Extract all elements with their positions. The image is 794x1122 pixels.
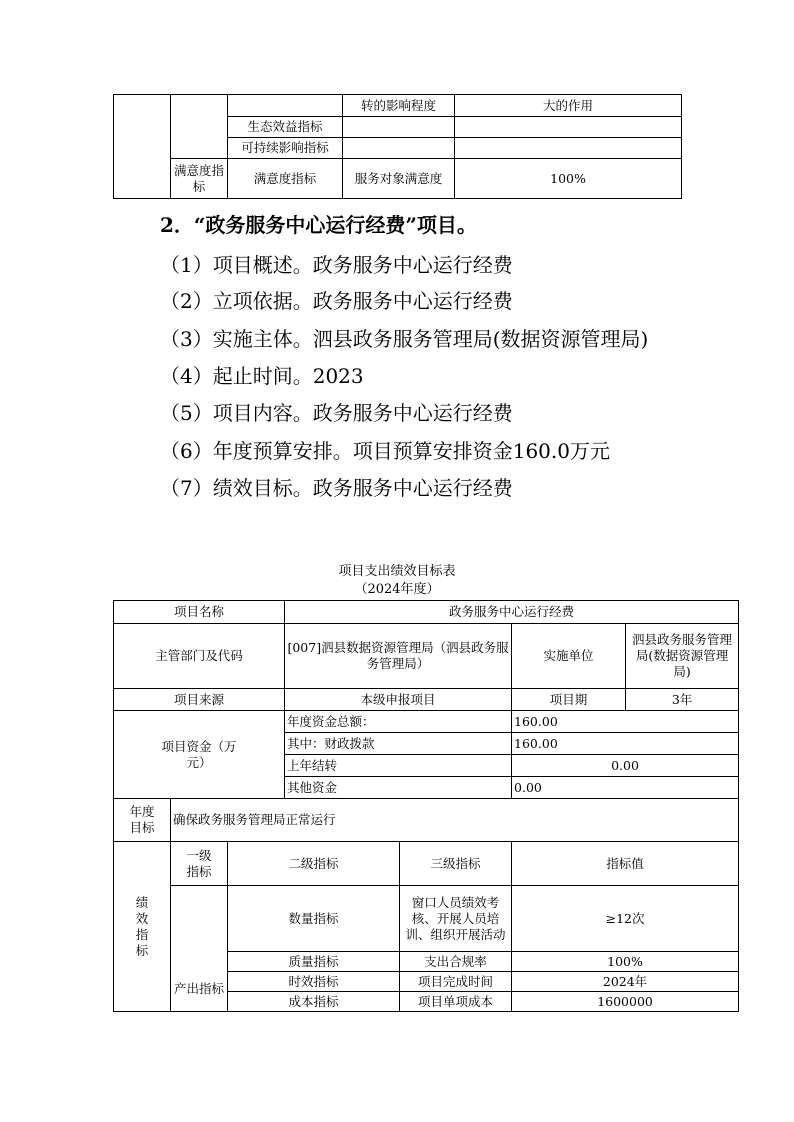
section-item: （5）项目内容。政务服务中心运行经费 xyxy=(160,401,513,425)
table-cell: 大的作用 xyxy=(455,95,682,117)
funds-item-label: 其他资金 xyxy=(285,777,512,799)
output-label: 产出指标 xyxy=(171,886,228,1012)
section-item: （1）项目概述。政务服务中心运行经费 xyxy=(160,253,513,277)
level2-cell: 成本指标 xyxy=(228,992,400,1012)
value-cell: ≥12次 xyxy=(512,886,739,952)
dept-value: [007]泗县数据资源管理局（泗县政务服务管理局） xyxy=(285,624,512,689)
table-cell: 生态效益指标 xyxy=(228,117,343,138)
table-cell: 100% xyxy=(455,159,682,199)
value-cell: 2024年 xyxy=(512,972,739,992)
section-heading: 2．“政务服务中心运行经费”项目。 xyxy=(160,213,477,237)
table-cell xyxy=(343,138,455,159)
header-level1: 一级指标 xyxy=(171,842,228,886)
level3-cell: 支出合规率 xyxy=(400,952,512,972)
value-cell: 100% xyxy=(512,952,739,972)
table-cell: 可持续影响指标 xyxy=(228,138,343,159)
header-value: 指标值 xyxy=(512,842,739,886)
level2-cell: 时效指标 xyxy=(228,972,400,992)
period-value: 3年 xyxy=(626,689,739,711)
table-cell xyxy=(114,95,171,199)
performance-table-continued xyxy=(113,94,682,199)
section-item: （6）年度预算安排。项目预算安排资金160.0万元 xyxy=(160,439,610,463)
perf-label: 绩效指标 xyxy=(114,842,171,1012)
funds-label: 项目资金（万元） xyxy=(114,711,285,799)
source-value: 本级申报项目 xyxy=(285,689,512,711)
funds-item-label: 年度资金总额： xyxy=(285,711,512,733)
table-cell xyxy=(171,95,228,159)
value-cell: 1600000 xyxy=(512,992,739,1012)
period-label: 项目期 xyxy=(512,689,626,711)
level3-cell: 窗口人员绩效考核、开展人员培训、组织开展活动 xyxy=(400,886,512,952)
impl-label: 实施单位 xyxy=(512,624,626,689)
header-level3: 三级指标 xyxy=(400,842,512,886)
level3-cell: 项目单项成本 xyxy=(400,992,512,1012)
section-item: （7）绩效目标。政务服务中心运行经费 xyxy=(160,476,513,500)
table-cell xyxy=(343,117,455,138)
dept-label: 主管部门及代码 xyxy=(114,624,285,689)
performance-target-table xyxy=(113,600,739,1012)
goal-label: 年度目标 xyxy=(114,799,171,842)
table-cell xyxy=(455,117,682,138)
source-label: 项目来源 xyxy=(114,689,285,711)
table-cell: 满意度指标 xyxy=(171,159,228,199)
level2-cell: 质量指标 xyxy=(228,952,400,972)
table-title: 项目支出绩效目标表 xyxy=(338,564,456,579)
level2-cell: 数量指标 xyxy=(228,886,400,952)
table-cell xyxy=(228,95,343,117)
funds-item-value: 0.00 xyxy=(512,777,739,799)
table-subtitle: （2024年度） xyxy=(354,582,440,597)
funds-item-value: 0.00 xyxy=(512,755,739,777)
level3-cell: 项目完成时间 xyxy=(400,972,512,992)
funds-item-label: 其中：财政拨款 xyxy=(285,733,512,755)
section-item: （4）起止时间。2023 xyxy=(160,364,364,388)
project-name: 政务服务中心运行经费 xyxy=(285,601,739,624)
funds-item-value: 160.00 xyxy=(512,733,739,755)
table-cell: 满意度指标 xyxy=(228,159,343,199)
header-level2: 二级指标 xyxy=(228,842,400,886)
funds-item-value: 160.00 xyxy=(512,711,739,733)
funds-item-label: 上年结转 xyxy=(285,755,512,777)
goal-value: 确保政务服务管理局正常运行 xyxy=(171,799,739,842)
table-cell: 转的影响程度 xyxy=(343,95,455,117)
section-item: （3）实施主体。泗县政务服务管理局(数据资源管理局) xyxy=(160,327,649,351)
impl-value: 泗县政务服务管理局(数据资源管理局) xyxy=(626,624,739,689)
project-name-label: 项目名称 xyxy=(114,601,285,624)
section-item: （2）立项依据。政务服务中心运行经费 xyxy=(160,289,513,313)
table-cell: 服务对象满意度 xyxy=(343,159,455,199)
table-cell xyxy=(455,138,682,159)
